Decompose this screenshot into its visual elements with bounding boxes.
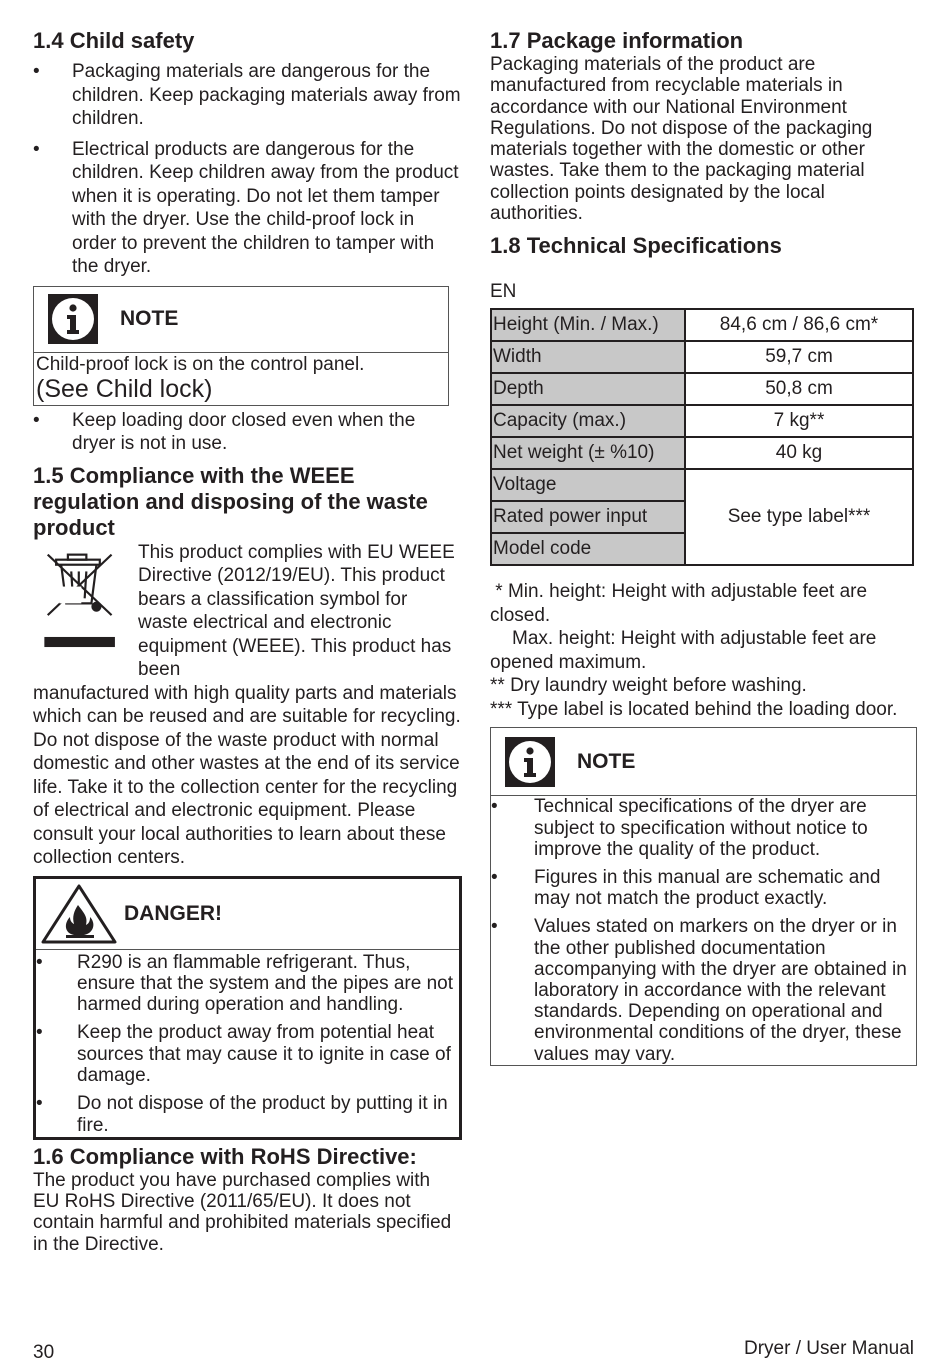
note-reference: (See Child lock) <box>36 374 213 403</box>
list-item: • Figures in this manual are schematic and may not match the product exactly. <box>491 867 916 909</box>
spec-value: 84,6 cm / 86,6 cm* <box>685 309 913 341</box>
spec-value: 50,8 cm <box>685 373 913 405</box>
footnote-min-height: * Min. height: Height with adjustable feet are closed. <box>490 581 873 626</box>
section-1-6-heading: 1.6 Compliance with RoHS Directive: <box>33 1143 417 1169</box>
rohs-text: The product you have purchased complies with EU RoHS Directive (2011/65/EU). It does not contain harmful and prohibited materials specified in the Directive. <box>33 1169 452 1255</box>
spec-label: Depth <box>491 373 685 405</box>
list-item: • Keep loading door closed even when the dryer is not in use. <box>33 409 461 456</box>
danger-title: DANGER! <box>124 901 222 925</box>
note-text: Child-proof lock is on the control panel. <box>36 353 365 375</box>
table-row <box>491 341 913 373</box>
list-item: • R290 is an flammable refrigerant. Thus, ensure that the system and the pipes are not harmed during operation and handling. <box>36 952 459 1016</box>
footnote-type-label: *** Type label is located behind the loading door. <box>490 698 898 720</box>
weee-wrap-text: This product complies with EU WEEE Directive (2012/19/EU). This product bears a classification symbol for waste electrical and electronic equipment (WEEE). This product has been <box>138 541 455 680</box>
footnote-dry-weight: ** Dry laundry weight before washing. <box>490 675 807 697</box>
weee-block <box>33 541 461 870</box>
note-box <box>490 727 917 1065</box>
note-box <box>33 286 449 406</box>
package-info-text: Packaging materials of the product are manufactured from recyclable materials in accordance with our National Environment Regulations. Do not dispose of the packaging materials together with the domestic or other wastes. Take them to the packaging material collection points designated by the local authorities. <box>490 54 873 225</box>
list-item: • Technical specifications of the dryer are subject to specification without notice to improve the quality of the product. <box>491 796 916 860</box>
note-title: NOTE <box>577 749 636 773</box>
list-item: • Electrical products are dangerous for the children. Keep children away from the product when it is operating. Do not let them tamper with the dryer. Use the child-proof lock in order to prevent the children to tamper with the dryer. <box>33 138 461 279</box>
info-icon <box>505 737 555 787</box>
list-item: • Values stated on markers on the dryer or in the other published documentation accompanying with the dryer are obtained in laboratory in accordance with the relevant standards. Depending on operational and environmental conditions of the dryer, these values may vary. <box>491 916 916 1064</box>
danger-box <box>33 876 462 1140</box>
spec-table <box>490 308 914 566</box>
section-1-5-heading: 1.5 Compliance with the WEEE regulation and disposing of the waste product <box>33 462 428 540</box>
right-column <box>490 28 918 1066</box>
footnote-max-height: Max. height: Height with adjustable feet are opened maximum. <box>490 628 877 673</box>
section-1-8-heading: 1.8 Technical Specifications <box>490 233 782 259</box>
note-title: NOTE <box>120 307 179 330</box>
table-row <box>491 373 913 405</box>
table-row <box>491 469 913 501</box>
section-1-4-heading: 1.4 Child safety <box>33 28 195 53</box>
door-list <box>33 409 461 456</box>
spec-value: 7 kg** <box>685 405 913 437</box>
weee-bin-icon <box>41 545 125 655</box>
spec-label: Capacity (max.) <box>491 405 685 437</box>
spec-label: Voltage <box>491 469 685 501</box>
danger-header <box>36 879 459 950</box>
spec-merged-value: See type label*** <box>685 469 913 565</box>
info-icon <box>48 294 98 344</box>
spec-label: Rated power input <box>491 501 685 533</box>
footer-title: Dryer / User Manual <box>744 1338 914 1359</box>
spec-label: Net weight (± %10) <box>491 437 685 469</box>
language-code: EN <box>490 281 517 303</box>
list-item: • Do not dispose of the product by putting it in fire. <box>36 1093 459 1136</box>
page-number: 30 <box>33 1342 55 1363</box>
weee-continued-text: manufactured with high quality parts and materials which can be reused and are suitable for recycling. Do not dispose of the waste product with normal domestic and other wastes at the end of its service life. Take it to the collection center for the recycling of electrical and electronic equipment. Please consult your local authorities to learn about these collection centers. <box>33 682 461 868</box>
spec-label: Model code <box>491 533 685 565</box>
list-item: • Packaging materials are dangerous for the children. Keep packaging materials away from children. <box>33 60 461 131</box>
note-header <box>491 728 916 796</box>
spec-footnotes <box>490 580 918 721</box>
table-row <box>491 405 913 437</box>
note-header <box>34 287 448 353</box>
danger-list <box>36 950 459 1136</box>
section-1-7-heading: 1.7 Package information <box>490 28 744 53</box>
table-row <box>491 437 913 469</box>
list-item: • Keep the product away from potential heat sources that may cause it to ignite in case of damage. <box>36 1022 459 1086</box>
table-row <box>491 309 913 341</box>
spec-value: 59,7 cm <box>685 341 913 373</box>
flammable-warning-icon <box>40 883 118 945</box>
note-list <box>491 796 916 1064</box>
spec-value: 40 kg <box>685 437 913 469</box>
spec-label: Width <box>491 341 685 373</box>
left-column <box>33 28 461 1255</box>
child-safety-list <box>33 60 461 279</box>
spec-label: Height (Min. / Max.) <box>491 309 685 341</box>
